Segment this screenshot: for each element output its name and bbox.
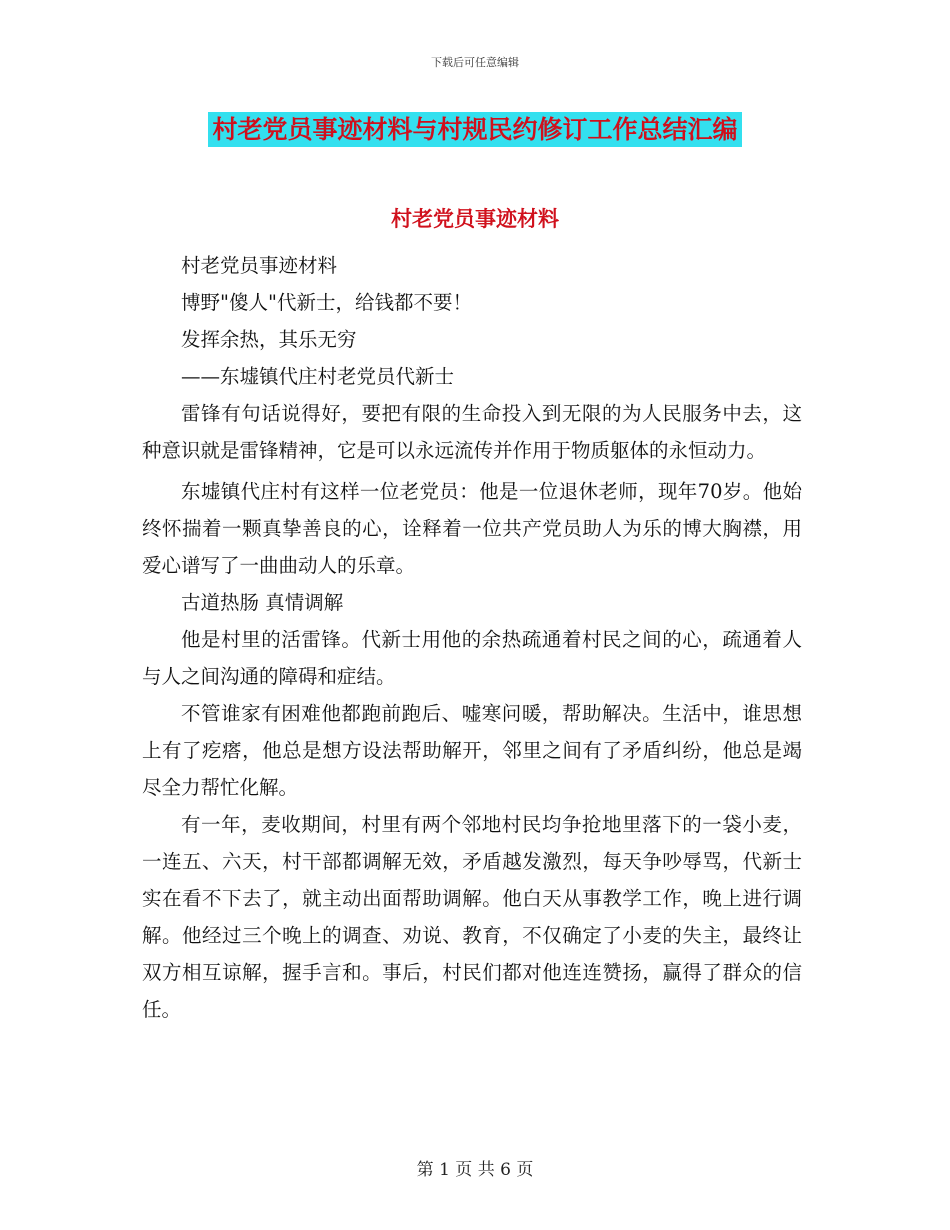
paragraph: 有一年，麦收期间，村里有两个邻地村民均争抢地里落下的一袋小麦，一连五、六天，村干部都调解无效，矛盾越发激烈，每天争吵辱骂，代新士实在看不下去了，就主动出面帮助调解。他白天从事教学工作，晚上进行调解。他经过三个晚上的调查、劝说、教育，不仅确定了小麦的失主，最终让双方相互谅解，握手言和。事后，村民们都对他连连赞扬，赢得了群众的信任。 <box>142 813 802 1021</box>
document-title <box>0 113 950 147</box>
paragraph: 发挥余热，其乐无穷 <box>181 328 357 351</box>
page-number: 第 1 页 共 6 页 <box>416 1160 534 1180</box>
document-body <box>142 247 802 1028</box>
paragraph: 东墟镇代庄村有这样一位老党员：他是一位退休老师，现年70岁。他始终怀揣着一颗真挚善良的心，诠释着一位共产党员助人为乐的博大胸襟，用爱心谱写了一曲曲动人的乐章。 <box>142 480 802 577</box>
paragraph: ——东墟镇代庄村老党员代新士 <box>181 365 455 388</box>
header-note: 下载后可任意编辑 <box>431 56 519 69</box>
paragraph: 古道热肠 真情调解 <box>181 591 344 614</box>
paragraph: 村老党员事迹材料 <box>181 254 338 277</box>
document-title-text: 村老党员事迹材料与村规民约修订工作总结汇编 <box>208 112 741 147</box>
section-title: 村老党员事迹材料 <box>391 206 559 231</box>
paragraph: 他是村里的活雷锋。代新士用他的余热疏通着村民之间的心，疏通着人与人之间沟通的障碍和症结。 <box>142 628 802 688</box>
paragraph: 不管谁家有困难他都跑前跑后、嘘寒问暖，帮助解决。生活中，谁思想上有了疙瘩，他总是想方设法帮助解开，邻里之间有了矛盾纠纷，他总是竭尽全力帮忙化解。 <box>142 702 802 799</box>
paragraph: 雷锋有句话说得好，要把有限的生命投入到无限的为人民服务中去，这种意识就是雷锋精神，它是可以永远流传并作用于物质躯体的永恒动力。 <box>142 402 802 462</box>
paragraph: 博野"傻人"代新士，给钱都不要！ <box>181 291 472 314</box>
